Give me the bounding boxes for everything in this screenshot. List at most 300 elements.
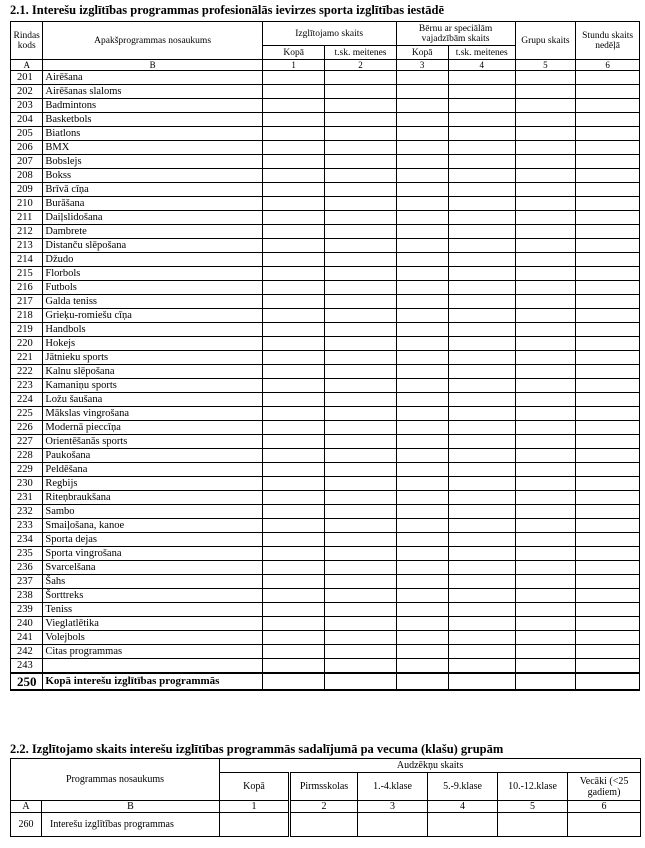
input-cell[interactable] [396, 421, 448, 435]
row-name: Šahs [43, 575, 262, 589]
input-cell[interactable] [262, 99, 325, 113]
input-cell[interactable] [396, 197, 448, 211]
input-cell[interactable] [515, 141, 576, 155]
input-cell[interactable] [262, 225, 325, 239]
input-cell[interactable] [448, 225, 515, 239]
input-cell[interactable] [515, 351, 576, 365]
input-cell[interactable] [396, 589, 448, 603]
input-cell[interactable] [396, 169, 448, 183]
input-cell[interactable] [428, 813, 498, 837]
table-row [11, 575, 640, 589]
input-cell[interactable] [515, 239, 576, 253]
input-cell[interactable] [515, 267, 576, 281]
input-cell[interactable] [576, 589, 640, 603]
input-cell[interactable] [448, 659, 515, 674]
input-cell[interactable] [515, 659, 576, 674]
input-cell[interactable] [515, 169, 576, 183]
input-cell[interactable] [325, 449, 396, 463]
input-cell[interactable] [448, 491, 515, 505]
column-letter: 4 [428, 801, 498, 813]
column-letter: 4 [448, 60, 515, 71]
total-row [11, 673, 640, 690]
table-row [11, 631, 640, 645]
input-cell[interactable] [262, 113, 325, 127]
input-cell[interactable] [262, 155, 325, 169]
input-cell[interactable] [325, 169, 396, 183]
input-cell[interactable] [262, 309, 325, 323]
input-cell[interactable] [325, 617, 396, 631]
input-cell[interactable] [262, 631, 325, 645]
header-incl-girls-special: t.sk. meitenes [448, 46, 515, 60]
input-cell[interactable] [515, 295, 576, 309]
input-cell[interactable] [396, 85, 448, 99]
input-cell[interactable] [325, 127, 396, 141]
input-cell[interactable] [448, 519, 515, 533]
input-cell[interactable] [448, 127, 515, 141]
input-cell[interactable] [448, 589, 515, 603]
input-cell[interactable] [448, 169, 515, 183]
input-cell[interactable] [448, 533, 515, 547]
input-cell[interactable] [262, 141, 325, 155]
input-cell[interactable] [262, 659, 325, 674]
input-cell[interactable] [325, 673, 396, 690]
input-cell[interactable] [515, 491, 576, 505]
input-cell[interactable] [448, 631, 515, 645]
input-cell[interactable] [325, 239, 396, 253]
input-cell[interactable] [325, 309, 396, 323]
input-cell[interactable] [448, 351, 515, 365]
input-cell[interactable] [262, 673, 325, 690]
input-cell[interactable] [262, 71, 325, 85]
input-cell[interactable] [576, 407, 640, 421]
input-cell[interactable] [448, 505, 515, 519]
input-cell[interactable] [576, 337, 640, 351]
header-col-grades-10-12: 10.-12.klase [498, 773, 568, 801]
table-row [11, 253, 640, 267]
input-cell[interactable] [515, 533, 576, 547]
input-cell[interactable] [262, 519, 325, 533]
input-cell[interactable] [396, 295, 448, 309]
input-cell[interactable] [325, 365, 396, 379]
input-cell[interactable] [576, 127, 640, 141]
input-cell[interactable] [262, 337, 325, 351]
input-cell[interactable] [325, 155, 396, 169]
input-cell[interactable] [325, 421, 396, 435]
input-cell[interactable] [515, 547, 576, 561]
input-cell[interactable] [515, 673, 576, 690]
input-cell[interactable] [576, 295, 640, 309]
table-row [11, 379, 640, 393]
input-cell[interactable] [576, 435, 640, 449]
input-cell[interactable] [448, 71, 515, 85]
input-cell[interactable] [262, 575, 325, 589]
input-cell[interactable] [515, 309, 576, 323]
input-cell[interactable] [448, 99, 515, 113]
input-cell[interactable] [325, 491, 396, 505]
row-code: 226 [11, 421, 43, 435]
input-cell[interactable] [262, 645, 325, 659]
input-cell[interactable] [448, 253, 515, 267]
input-cell[interactable] [515, 645, 576, 659]
input-cell[interactable] [448, 155, 515, 169]
input-cell[interactable] [262, 505, 325, 519]
input-cell[interactable] [576, 533, 640, 547]
input-cell[interactable] [290, 813, 358, 837]
input-cell[interactable] [262, 435, 325, 449]
input-cell[interactable] [262, 561, 325, 575]
input-cell[interactable] [262, 183, 325, 197]
input-cell[interactable] [515, 477, 576, 491]
header-col-preschool: Pirmsskolas [290, 773, 358, 801]
input-cell[interactable] [262, 365, 325, 379]
input-cell[interactable] [448, 575, 515, 589]
table-row [11, 323, 640, 337]
input-cell[interactable] [325, 463, 396, 477]
input-cell[interactable] [325, 505, 396, 519]
input-cell[interactable] [498, 813, 568, 837]
input-cell[interactable] [358, 813, 428, 837]
input-cell[interactable] [396, 463, 448, 477]
input-cell[interactable] [262, 197, 325, 211]
input-cell[interactable] [576, 477, 640, 491]
input-cell[interactable] [325, 253, 396, 267]
row-name: Šorttreks [43, 589, 262, 603]
input-cell[interactable] [515, 421, 576, 435]
input-cell[interactable] [396, 659, 448, 674]
input-cell[interactable] [262, 533, 325, 547]
input-cell[interactable] [325, 589, 396, 603]
input-cell[interactable] [325, 183, 396, 197]
input-cell[interactable] [262, 127, 325, 141]
input-cell[interactable] [576, 379, 640, 393]
input-cell[interactable] [262, 239, 325, 253]
table-row [11, 421, 640, 435]
input-cell[interactable] [448, 295, 515, 309]
input-cell[interactable] [325, 225, 396, 239]
input-cell[interactable] [325, 295, 396, 309]
input-cell[interactable] [396, 631, 448, 645]
input-cell[interactable] [325, 631, 396, 645]
input-cell[interactable] [325, 99, 396, 113]
input-cell[interactable] [262, 323, 325, 337]
input-cell[interactable] [396, 645, 448, 659]
input-cell[interactable] [515, 99, 576, 113]
input-cell[interactable] [448, 365, 515, 379]
input-cell[interactable] [396, 379, 448, 393]
input-cell[interactable] [576, 421, 640, 435]
input-cell[interactable] [396, 435, 448, 449]
input-cell[interactable] [262, 393, 325, 407]
input-cell[interactable] [515, 211, 576, 225]
input-cell[interactable] [515, 127, 576, 141]
input-cell[interactable] [448, 309, 515, 323]
input-cell[interactable] [325, 407, 396, 421]
input-cell[interactable] [515, 519, 576, 533]
input-cell[interactable] [262, 547, 325, 561]
input-cell[interactable] [396, 211, 448, 225]
input-cell[interactable] [262, 477, 325, 491]
input-cell[interactable] [396, 323, 448, 337]
input-cell[interactable] [515, 183, 576, 197]
input-cell[interactable] [576, 617, 640, 631]
input-cell[interactable] [262, 253, 325, 267]
input-cell[interactable] [448, 239, 515, 253]
input-cell[interactable] [576, 463, 640, 477]
input-cell[interactable] [576, 85, 640, 99]
input-cell[interactable] [515, 589, 576, 603]
input-cell[interactable] [576, 645, 640, 659]
input-cell[interactable] [396, 575, 448, 589]
input-cell[interactable] [515, 603, 576, 617]
input-cell[interactable] [515, 407, 576, 421]
row-code: 216 [11, 281, 43, 295]
input-cell[interactable] [325, 85, 396, 99]
input-cell[interactable] [396, 393, 448, 407]
input-cell[interactable] [515, 253, 576, 267]
input-cell[interactable] [262, 603, 325, 617]
input-cell[interactable] [262, 295, 325, 309]
input-cell[interactable] [515, 561, 576, 575]
input-cell[interactable] [325, 281, 396, 295]
input-cell[interactable] [396, 505, 448, 519]
input-cell[interactable] [576, 519, 640, 533]
row-name [43, 659, 262, 674]
input-cell[interactable] [396, 281, 448, 295]
input-cell[interactable] [396, 141, 448, 155]
input-cell[interactable] [448, 477, 515, 491]
input-cell[interactable] [448, 337, 515, 351]
input-cell[interactable] [396, 547, 448, 561]
input-cell[interactable] [396, 71, 448, 85]
input-cell[interactable] [396, 477, 448, 491]
input-cell[interactable] [325, 197, 396, 211]
input-cell[interactable] [262, 351, 325, 365]
input-cell[interactable] [576, 141, 640, 155]
input-cell[interactable] [576, 575, 640, 589]
input-cell[interactable] [576, 323, 640, 337]
input-cell[interactable] [515, 575, 576, 589]
input-cell[interactable] [262, 281, 325, 295]
input-cell[interactable] [396, 603, 448, 617]
input-cell[interactable] [515, 155, 576, 169]
input-cell[interactable] [576, 225, 640, 239]
input-cell[interactable] [576, 491, 640, 505]
input-cell[interactable] [325, 113, 396, 127]
input-cell[interactable] [515, 71, 576, 85]
input-cell[interactable] [576, 169, 640, 183]
input-cell[interactable] [325, 533, 396, 547]
input-cell[interactable] [396, 407, 448, 421]
input-cell[interactable] [448, 463, 515, 477]
input-cell[interactable] [576, 631, 640, 645]
input-cell[interactable] [262, 267, 325, 281]
input-cell[interactable] [396, 561, 448, 575]
input-cell[interactable] [448, 449, 515, 463]
input-cell[interactable] [448, 547, 515, 561]
input-cell[interactable] [396, 617, 448, 631]
input-cell[interactable] [515, 393, 576, 407]
input-cell[interactable] [515, 225, 576, 239]
input-cell[interactable] [448, 603, 515, 617]
input-cell[interactable] [396, 267, 448, 281]
input-cell[interactable] [576, 365, 640, 379]
input-cell[interactable] [448, 561, 515, 575]
input-cell[interactable] [396, 449, 448, 463]
input-cell[interactable] [396, 127, 448, 141]
row-code: 228 [11, 449, 43, 463]
input-cell[interactable] [448, 393, 515, 407]
input-cell[interactable] [396, 365, 448, 379]
input-cell[interactable] [262, 169, 325, 183]
input-cell[interactable] [515, 435, 576, 449]
input-cell[interactable] [448, 183, 515, 197]
input-cell[interactable] [396, 113, 448, 127]
input-cell[interactable] [262, 85, 325, 99]
row-name: BMX [43, 141, 262, 155]
input-cell[interactable] [576, 603, 640, 617]
input-cell[interactable] [448, 197, 515, 211]
input-cell[interactable] [396, 351, 448, 365]
input-cell[interactable] [515, 463, 576, 477]
row-code: 227 [11, 435, 43, 449]
input-cell[interactable] [576, 659, 640, 674]
input-cell[interactable] [576, 547, 640, 561]
input-cell[interactable] [448, 435, 515, 449]
input-cell[interactable] [396, 155, 448, 169]
input-cell[interactable] [220, 813, 290, 837]
table-row [11, 659, 640, 674]
input-cell[interactable] [448, 281, 515, 295]
row-name: Svarcelšana [43, 561, 262, 575]
input-cell[interactable] [262, 379, 325, 393]
input-cell[interactable] [396, 519, 448, 533]
input-cell[interactable] [325, 575, 396, 589]
input-cell[interactable] [448, 141, 515, 155]
input-cell[interactable] [515, 505, 576, 519]
input-cell[interactable] [448, 211, 515, 225]
input-cell[interactable] [515, 365, 576, 379]
input-cell[interactable] [325, 323, 396, 337]
input-cell[interactable] [576, 211, 640, 225]
input-cell[interactable] [576, 71, 640, 85]
input-cell[interactable] [515, 617, 576, 631]
input-cell[interactable] [325, 337, 396, 351]
input-cell[interactable] [448, 645, 515, 659]
input-cell[interactable] [396, 673, 448, 690]
input-cell[interactable] [576, 197, 640, 211]
input-cell[interactable] [325, 71, 396, 85]
input-cell[interactable] [325, 267, 396, 281]
input-cell[interactable] [576, 183, 640, 197]
input-cell[interactable] [515, 197, 576, 211]
input-cell[interactable] [576, 239, 640, 253]
row-name: Burāšana [43, 197, 262, 211]
input-cell[interactable] [325, 379, 396, 393]
input-cell[interactable] [262, 449, 325, 463]
input-cell[interactable] [448, 673, 515, 690]
input-cell[interactable] [396, 253, 448, 267]
input-cell[interactable] [396, 309, 448, 323]
input-cell[interactable] [325, 211, 396, 225]
table-row [11, 225, 640, 239]
input-cell[interactable] [325, 351, 396, 365]
input-cell[interactable] [325, 659, 396, 674]
row-name: Sporta dejas [43, 533, 262, 547]
input-cell[interactable] [515, 379, 576, 393]
input-cell[interactable] [576, 351, 640, 365]
input-cell[interactable] [325, 547, 396, 561]
input-cell[interactable] [262, 589, 325, 603]
input-cell[interactable] [396, 533, 448, 547]
table-row [11, 561, 640, 575]
input-cell[interactable] [262, 491, 325, 505]
input-cell[interactable] [325, 141, 396, 155]
input-cell[interactable] [448, 267, 515, 281]
input-cell[interactable] [515, 449, 576, 463]
input-cell[interactable] [262, 421, 325, 435]
input-cell[interactable] [448, 379, 515, 393]
input-cell[interactable] [448, 113, 515, 127]
input-cell[interactable] [262, 463, 325, 477]
input-cell[interactable] [576, 449, 640, 463]
input-cell[interactable] [515, 323, 576, 337]
input-cell[interactable] [262, 211, 325, 225]
input-cell[interactable] [576, 267, 640, 281]
input-cell[interactable] [576, 673, 640, 690]
input-cell[interactable] [576, 113, 640, 127]
input-cell[interactable] [325, 477, 396, 491]
input-cell[interactable] [515, 631, 576, 645]
input-cell[interactable] [576, 505, 640, 519]
input-cell[interactable] [576, 281, 640, 295]
row-name: Bokss [43, 169, 262, 183]
input-cell[interactable] [448, 407, 515, 421]
input-cell[interactable] [262, 407, 325, 421]
input-cell[interactable] [576, 155, 640, 169]
input-cell[interactable] [448, 323, 515, 337]
input-cell[interactable] [448, 421, 515, 435]
row-code: 201 [11, 71, 43, 85]
input-cell[interactable] [262, 617, 325, 631]
input-cell[interactable] [325, 393, 396, 407]
input-cell[interactable] [515, 281, 576, 295]
input-cell[interactable] [396, 337, 448, 351]
input-cell[interactable] [325, 435, 396, 449]
input-cell[interactable] [448, 617, 515, 631]
input-cell[interactable] [576, 309, 640, 323]
input-cell[interactable] [515, 337, 576, 351]
input-cell[interactable] [515, 85, 576, 99]
input-cell[interactable] [396, 99, 448, 113]
input-cell[interactable] [568, 813, 641, 837]
input-cell[interactable] [576, 99, 640, 113]
column-letter: 1 [220, 801, 290, 813]
input-cell[interactable] [396, 239, 448, 253]
input-cell[interactable] [576, 393, 640, 407]
input-cell[interactable] [396, 183, 448, 197]
input-cell[interactable] [515, 113, 576, 127]
input-cell[interactable] [576, 561, 640, 575]
input-cell[interactable] [325, 603, 396, 617]
input-cell[interactable] [325, 561, 396, 575]
input-cell[interactable] [576, 253, 640, 267]
input-cell[interactable] [325, 519, 396, 533]
input-cell[interactable] [325, 645, 396, 659]
input-cell[interactable] [396, 491, 448, 505]
input-cell[interactable] [396, 225, 448, 239]
header-subprogram: Apakšprogrammas nosaukums [43, 22, 262, 60]
input-cell[interactable] [448, 85, 515, 99]
